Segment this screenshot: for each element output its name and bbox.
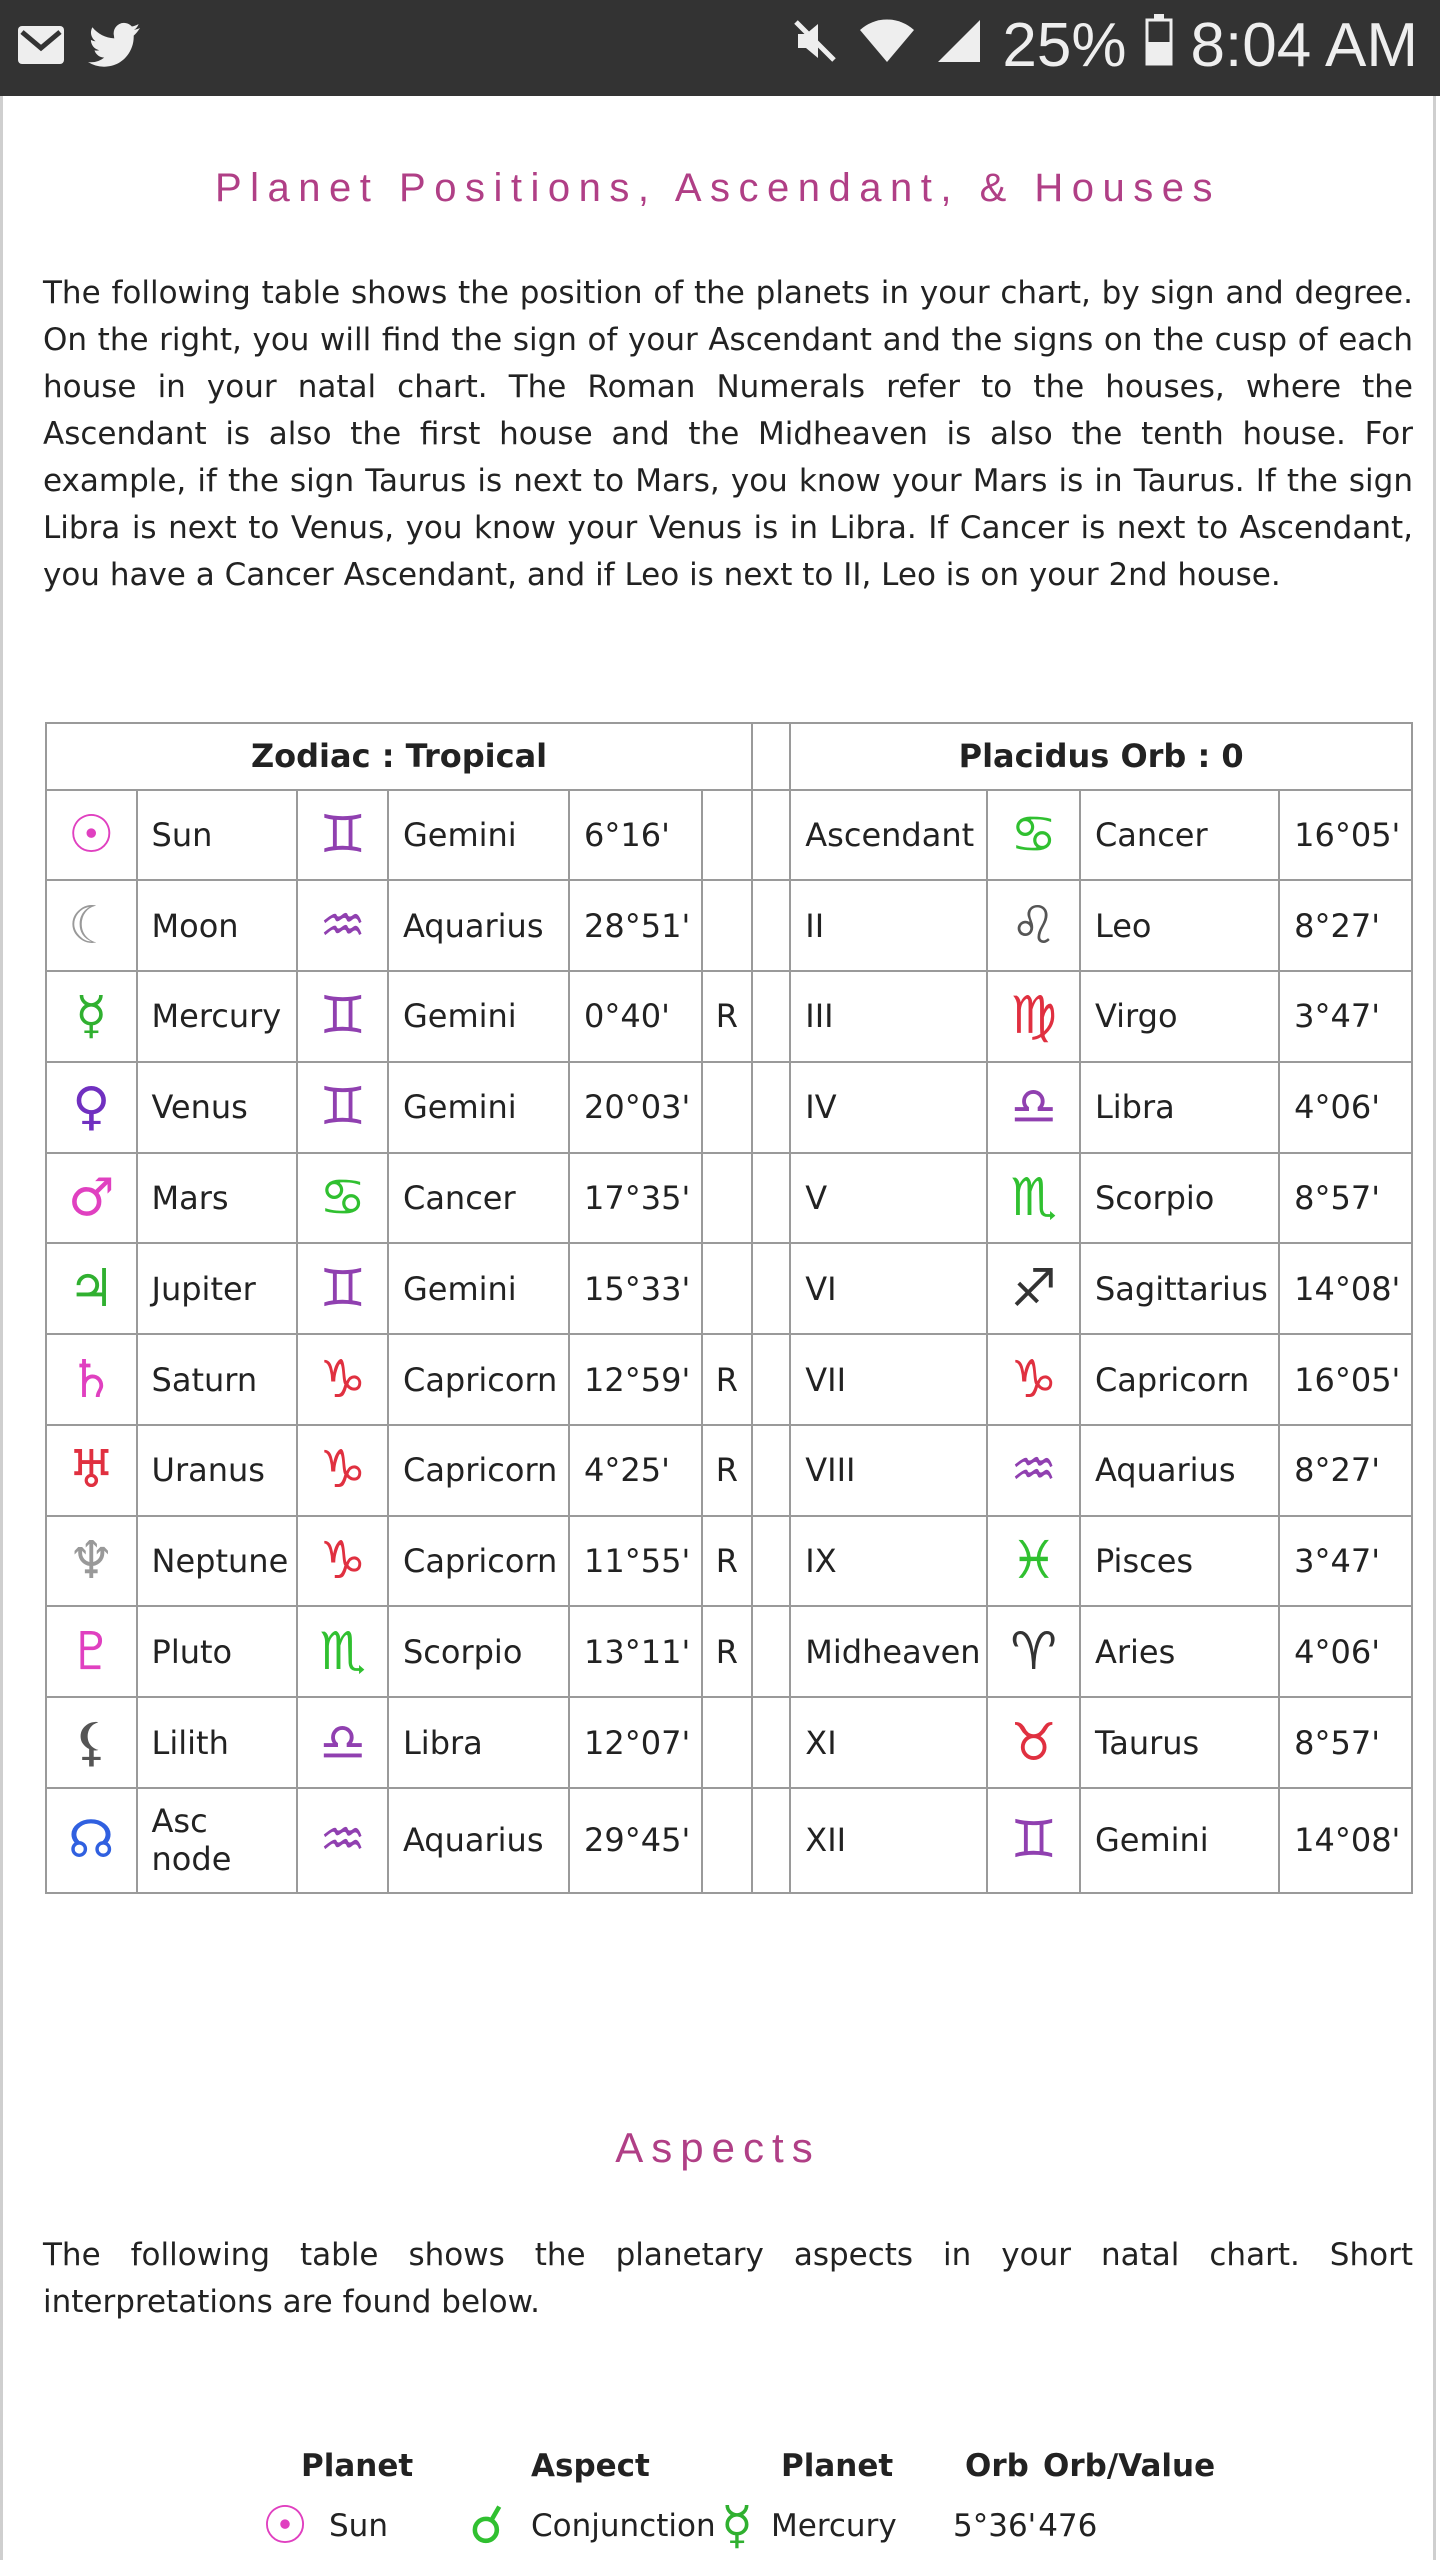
house-degree: 14°08' bbox=[1279, 1243, 1412, 1334]
spacer bbox=[752, 1697, 790, 1788]
sign-glyph-icon: ♊ bbox=[319, 1077, 367, 1138]
house-degree: 4°06' bbox=[1279, 1062, 1412, 1153]
planet-glyph-icon: ☊ bbox=[68, 1810, 115, 1871]
section-title-positions: Planet Positions, Ascendant, & Houses bbox=[214, 166, 1222, 210]
table-row bbox=[46, 1606, 1412, 1697]
planet-sign: Scorpio bbox=[388, 1606, 569, 1697]
positions-intro: The following table shows the position of the planets in your chart, by sign and degree. On the right, you will find the sign of your Ascendant and the signs on the cusp of each house in your natal chart. The Roman Numerals refer to the houses, where the Ascendant is also the first house and the Midheaven is also the tenth house. For example, if the sign Taurus is next to Mars, you know your Mars is in Taurus. If the sign Libra is next to Venus, you know your Venus is in Libra. If Cancer is next to Ascendant, you have a Cancer Ascendant, and if Leo is next to II, Leo is on your 2nd house. bbox=[43, 275, 1413, 593]
house-degree: 3°47' bbox=[1279, 971, 1412, 1062]
planet-glyph-icon: ♂ bbox=[67, 1168, 115, 1228]
table-row bbox=[46, 1062, 1412, 1153]
retrograde-flag bbox=[702, 790, 752, 881]
planet-sign: Aquarius bbox=[388, 1788, 569, 1893]
house-sign-glyph-icon: ♑ bbox=[1010, 1349, 1057, 1410]
planet-sign: Gemini bbox=[388, 790, 569, 881]
status-bar bbox=[0, 0, 1440, 96]
spacer bbox=[752, 790, 790, 881]
house-sign-glyph-cell bbox=[987, 1062, 1080, 1153]
aspect-planet1-name: Sun bbox=[329, 2508, 388, 2544]
planet-glyph-cell bbox=[46, 1153, 137, 1244]
aspect-planet2-name: Mercury bbox=[771, 2508, 897, 2544]
table-row bbox=[46, 1425, 1412, 1516]
house-sign-glyph-cell bbox=[987, 1697, 1080, 1788]
table-row bbox=[46, 1788, 1412, 1893]
planet-glyph-cell bbox=[46, 1425, 137, 1516]
clock: 8:04 AM bbox=[1190, 11, 1418, 80]
house-name: V bbox=[790, 1153, 987, 1244]
aspect-planet2 bbox=[717, 2498, 897, 2554]
retrograde-flag bbox=[702, 1062, 752, 1153]
table-row bbox=[46, 880, 1412, 971]
sign-glyph-cell bbox=[297, 1425, 388, 1516]
planet-name: Mars bbox=[137, 1153, 298, 1244]
retrograde-flag: R bbox=[702, 1334, 752, 1425]
sign-glyph-icon: ♑ bbox=[319, 1531, 367, 1592]
house-degree: 8°57' bbox=[1279, 1697, 1412, 1788]
retrograde-flag: R bbox=[702, 971, 752, 1062]
sign-glyph-icon: ♎ bbox=[319, 1712, 367, 1773]
house-name: VIII bbox=[790, 1425, 987, 1516]
planet-sign: Cancer bbox=[388, 1153, 569, 1244]
planet-degree: 12°07' bbox=[569, 1697, 702, 1788]
house-sign-glyph-icon: ♈ bbox=[1010, 1621, 1057, 1682]
sign-glyph-cell bbox=[297, 1697, 388, 1788]
house-sign: Scorpio bbox=[1080, 1153, 1279, 1244]
table-header-row bbox=[46, 723, 1412, 790]
planet-glyph-cell bbox=[46, 1788, 137, 1893]
house-sign-glyph-icon: ♒ bbox=[1010, 1440, 1057, 1501]
planet-glyph-icon: ☉ bbox=[67, 804, 115, 865]
planet-glyph-icon: ♇ bbox=[67, 1621, 115, 1682]
spacer bbox=[752, 880, 790, 971]
planet-glyph-cell bbox=[46, 1606, 137, 1697]
planet-glyph-icon: ♅ bbox=[67, 1440, 115, 1501]
planet-name: Lilith bbox=[137, 1697, 298, 1788]
sign-glyph-cell bbox=[297, 1243, 388, 1334]
planet-glyph-icon: ♆ bbox=[67, 1531, 115, 1592]
signal-icon bbox=[934, 10, 984, 81]
planet-glyph-icon: ♃ bbox=[67, 1258, 115, 1319]
mail-icon bbox=[16, 22, 66, 72]
house-sign: Gemini bbox=[1080, 1788, 1279, 1893]
planet-glyph-cell bbox=[46, 1697, 137, 1788]
spacer bbox=[752, 1062, 790, 1153]
retrograde-flag bbox=[702, 1243, 752, 1334]
planet-degree: 13°11' bbox=[569, 1606, 702, 1697]
aspect-planet1 bbox=[255, 2498, 388, 2554]
aspects-header-orb: Orb bbox=[965, 2448, 1029, 2484]
planet-glyph-icon: ☿ bbox=[75, 986, 108, 1047]
retrograde-flag bbox=[702, 1788, 752, 1893]
spacer bbox=[752, 1153, 790, 1244]
house-name: VII bbox=[790, 1334, 987, 1425]
sign-glyph-icon: ♒ bbox=[319, 895, 367, 956]
house-name: XI bbox=[790, 1697, 987, 1788]
planet-glyph-cell bbox=[46, 1062, 137, 1153]
house-sign: Virgo bbox=[1080, 971, 1279, 1062]
planet-degree: 17°35' bbox=[569, 1153, 702, 1244]
sign-glyph-icon: ♊ bbox=[319, 1258, 367, 1319]
planet-degree: 12°59' bbox=[569, 1334, 702, 1425]
sign-glyph-icon: ♊ bbox=[319, 986, 367, 1047]
sign-glyph-cell bbox=[297, 790, 388, 881]
planet-sign: Capricorn bbox=[388, 1425, 569, 1516]
aspect-orb bbox=[953, 2498, 1097, 2554]
spacer bbox=[752, 971, 790, 1062]
planet-sign: Gemini bbox=[388, 971, 569, 1062]
spacer bbox=[752, 1425, 790, 1516]
planet-sign: Aquarius bbox=[388, 880, 569, 971]
house-degree: 3°47' bbox=[1279, 1516, 1412, 1607]
house-degree: 8°27' bbox=[1279, 880, 1412, 971]
retrograde-flag: R bbox=[702, 1606, 752, 1697]
mercury-icon: ☿ bbox=[721, 2496, 753, 2556]
retrograde-flag: R bbox=[702, 1425, 752, 1516]
table-row bbox=[46, 790, 1412, 881]
house-sign-glyph-cell bbox=[987, 1516, 1080, 1607]
sign-glyph-icon: ♋ bbox=[319, 1168, 367, 1228]
house-degree: 14°08' bbox=[1279, 1788, 1412, 1893]
house-sign: Aries bbox=[1080, 1606, 1279, 1697]
house-degree: 16°05' bbox=[1279, 1334, 1412, 1425]
house-name: XII bbox=[790, 1788, 987, 1893]
house-sign-glyph-icon: ♊ bbox=[1010, 1810, 1057, 1871]
house-sign: Sagittarius bbox=[1080, 1243, 1279, 1334]
planet-glyph-icon: ♀ bbox=[72, 1077, 111, 1138]
planet-sign: Gemini bbox=[388, 1243, 569, 1334]
planet-name: Pluto bbox=[137, 1606, 298, 1697]
planet-name: Uranus bbox=[137, 1425, 298, 1516]
retrograde-flag bbox=[702, 1153, 752, 1244]
sign-glyph-icon: ♏ bbox=[319, 1621, 367, 1682]
planet-degree: 15°33' bbox=[569, 1243, 702, 1334]
planet-degree: 29°45' bbox=[569, 1788, 702, 1893]
planet-glyph-icon: ⚸ bbox=[72, 1712, 111, 1773]
planet-name: Asc node bbox=[137, 1788, 298, 1893]
mute-icon bbox=[790, 10, 840, 81]
aspect-orb-value: 5°36' bbox=[953, 2508, 1037, 2544]
sign-glyph-cell bbox=[297, 1606, 388, 1697]
house-sign-glyph-icon: ♍ bbox=[1010, 986, 1057, 1047]
sign-glyph-cell bbox=[297, 971, 388, 1062]
zodiac-header: Zodiac : Tropical bbox=[46, 723, 752, 790]
table-row bbox=[46, 1516, 1412, 1607]
planet-degree: 4°25' bbox=[569, 1425, 702, 1516]
planet-glyph-cell bbox=[46, 1243, 137, 1334]
twitter-icon bbox=[88, 22, 142, 72]
table-row bbox=[46, 971, 1412, 1062]
house-sign-glyph-icon: ♉ bbox=[1010, 1712, 1057, 1773]
house-sign-glyph-icon: ♎ bbox=[1010, 1077, 1057, 1138]
page-content bbox=[0, 96, 1436, 2560]
sign-glyph-cell bbox=[297, 880, 388, 971]
house-sign: Leo bbox=[1080, 880, 1279, 971]
sign-glyph-cell bbox=[297, 1788, 388, 1893]
planet-degree: 28°51' bbox=[569, 880, 702, 971]
placidus-header: Placidus Orb : 0 bbox=[790, 723, 1412, 790]
table-row bbox=[46, 1153, 1412, 1244]
sign-glyph-icon: ♒ bbox=[319, 1810, 367, 1871]
house-sign-glyph-icon: ♓ bbox=[1010, 1531, 1057, 1592]
house-sign: Libra bbox=[1080, 1062, 1279, 1153]
house-name: Midheaven bbox=[790, 1606, 987, 1697]
house-sign-glyph-cell bbox=[987, 790, 1080, 881]
sign-glyph-cell bbox=[297, 1062, 388, 1153]
table-row bbox=[46, 1243, 1412, 1334]
aspects-intro: The following table shows the planetary aspects in your natal chart. Short interpretations are found below. bbox=[43, 2237, 1413, 2320]
house-sign-glyph-icon: ♌ bbox=[1010, 895, 1057, 956]
house-sign-glyph-cell bbox=[987, 1243, 1080, 1334]
spacer bbox=[752, 1606, 790, 1697]
planet-name: Saturn bbox=[137, 1334, 298, 1425]
planet-sign: Capricorn bbox=[388, 1516, 569, 1607]
planet-name: Venus bbox=[137, 1062, 298, 1153]
house-name: Ascendant bbox=[790, 790, 987, 881]
aspects-header-orb-value: Orb/Value bbox=[1043, 2448, 1216, 2484]
spacer bbox=[752, 1788, 790, 1893]
planet-glyph-icon: ☾ bbox=[67, 895, 115, 956]
planet-glyph-cell bbox=[46, 971, 137, 1062]
house-sign-glyph-cell bbox=[987, 1425, 1080, 1516]
planet-glyph-cell bbox=[46, 790, 137, 881]
house-sign-glyph-cell bbox=[987, 1153, 1080, 1244]
planet-sign: Libra bbox=[388, 1697, 569, 1788]
house-sign-glyph-icon: ♐ bbox=[1010, 1258, 1057, 1319]
sign-glyph-icon: ♊ bbox=[319, 804, 367, 865]
planet-name: Neptune bbox=[137, 1516, 298, 1607]
house-sign: Capricorn bbox=[1080, 1334, 1279, 1425]
planet-degree: 6°16' bbox=[569, 790, 702, 881]
retrograde-flag bbox=[702, 1697, 752, 1788]
planet-name: Moon bbox=[137, 880, 298, 971]
positions-table bbox=[45, 722, 1413, 1894]
table-row bbox=[46, 1697, 1412, 1788]
house-sign: Cancer bbox=[1080, 790, 1279, 881]
table-row bbox=[46, 1334, 1412, 1425]
aspect-value: 476 bbox=[1038, 2508, 1098, 2544]
aspect-type-name: Conjunction bbox=[531, 2508, 716, 2544]
planet-sign: Capricorn bbox=[388, 1334, 569, 1425]
planet-glyph-cell bbox=[46, 880, 137, 971]
section-title-aspects: Aspects bbox=[615, 2124, 821, 2171]
aspects-header-aspect: Aspect bbox=[531, 2448, 650, 2484]
spacer bbox=[752, 1516, 790, 1607]
wifi-icon bbox=[858, 10, 916, 81]
house-sign: Aquarius bbox=[1080, 1425, 1279, 1516]
house-sign: Taurus bbox=[1080, 1697, 1279, 1788]
spacer-header bbox=[752, 723, 790, 790]
sign-glyph-cell bbox=[297, 1516, 388, 1607]
house-sign-glyph-icon: ♋ bbox=[1010, 804, 1057, 865]
house-sign-glyph-cell bbox=[987, 971, 1080, 1062]
house-sign-glyph-cell bbox=[987, 1788, 1080, 1893]
planet-degree: 20°03' bbox=[569, 1062, 702, 1153]
spacer bbox=[752, 1243, 790, 1334]
planet-glyph-cell bbox=[46, 1334, 137, 1425]
spacer bbox=[752, 1334, 790, 1425]
battery-percent: 25% bbox=[1002, 11, 1127, 80]
house-sign-glyph-cell bbox=[987, 1334, 1080, 1425]
house-sign-glyph-icon: ♏ bbox=[1010, 1168, 1057, 1228]
house-degree: 8°57' bbox=[1279, 1153, 1412, 1244]
planet-degree: 0°40' bbox=[569, 971, 702, 1062]
sign-glyph-cell bbox=[297, 1334, 388, 1425]
planet-glyph-cell bbox=[46, 1516, 137, 1607]
house-name: IX bbox=[790, 1516, 987, 1607]
sun-icon: ☉ bbox=[261, 2496, 309, 2556]
sign-glyph-icon: ♑ bbox=[319, 1349, 367, 1410]
sign-glyph-cell bbox=[297, 1153, 388, 1244]
aspects-header-planet1: Planet bbox=[301, 2448, 414, 2484]
planet-name: Sun bbox=[137, 790, 298, 881]
house-name: VI bbox=[790, 1243, 987, 1334]
house-degree: 4°06' bbox=[1279, 1606, 1412, 1697]
aspect-type bbox=[457, 2498, 716, 2554]
house-name: III bbox=[790, 971, 987, 1062]
house-sign-glyph-cell bbox=[987, 880, 1080, 971]
house-degree: 16°05' bbox=[1279, 790, 1412, 881]
retrograde-flag bbox=[702, 880, 752, 971]
aspects-header-planet2: Planet bbox=[781, 2448, 894, 2484]
sign-glyph-icon: ♑ bbox=[319, 1440, 367, 1501]
house-name: II bbox=[790, 880, 987, 971]
house-name: IV bbox=[790, 1062, 987, 1153]
planet-name: Jupiter bbox=[137, 1243, 298, 1334]
planet-glyph-icon: ♄ bbox=[67, 1349, 115, 1410]
house-degree: 8°27' bbox=[1279, 1425, 1412, 1516]
planet-name: Mercury bbox=[137, 971, 298, 1062]
retrograde-flag: R bbox=[702, 1516, 752, 1607]
battery-icon bbox=[1145, 10, 1173, 81]
planet-degree: 11°55' bbox=[569, 1516, 702, 1607]
conjunction-icon: ☌ bbox=[469, 2496, 505, 2556]
planet-sign: Gemini bbox=[388, 1062, 569, 1153]
house-sign-glyph-cell bbox=[987, 1606, 1080, 1697]
house-sign: Pisces bbox=[1080, 1516, 1279, 1607]
